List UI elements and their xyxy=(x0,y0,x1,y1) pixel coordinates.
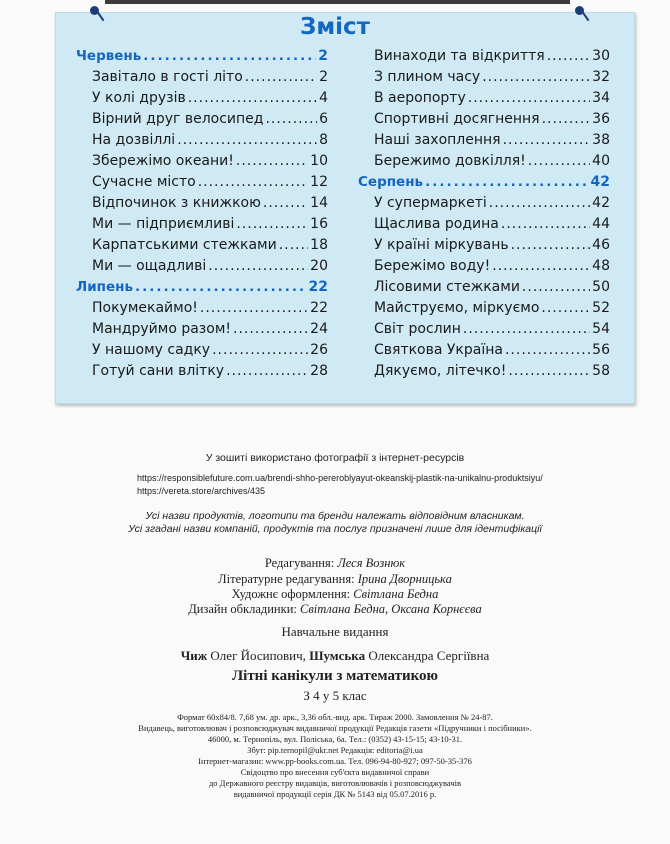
toc-entry-page: 40 xyxy=(592,153,610,169)
toc-entry-label: Бережимо довкілля! xyxy=(374,153,526,169)
disclaimer-line: Усі назви продуктів, логотипи та бренди належать відповідним власникам. xyxy=(145,510,525,522)
toc-entry-page: 26 xyxy=(310,342,328,358)
dot-leader xyxy=(505,342,590,358)
imprint-line: видавничої продукції серія ДК № 5143 від 05.07.2016 р. xyxy=(233,789,437,799)
credit-value: Леся Вознюк xyxy=(337,556,406,570)
toc-entry-label: Мандруймо разом! xyxy=(92,321,231,337)
toc-entry[interactable] xyxy=(76,300,328,321)
toc-entry-label: На дозвіллі xyxy=(92,132,176,148)
dot-leader xyxy=(542,111,591,127)
toc-entry-page: 10 xyxy=(310,153,328,169)
toc-entry-page: 54 xyxy=(592,321,610,337)
author-surname: Шумська xyxy=(309,648,366,663)
toc-entry-page: 48 xyxy=(592,258,610,274)
toc-entry-page: 58 xyxy=(592,363,610,379)
toc-entry[interactable] xyxy=(358,132,610,153)
credit-label: Художнє оформлення: xyxy=(231,587,351,601)
toc-entry-label: Покумекаймо! xyxy=(92,300,198,316)
dot-leader xyxy=(482,69,590,85)
contents-title: Зміст xyxy=(300,14,370,40)
dot-leader xyxy=(468,90,590,106)
grade: З 4 у 5 клас xyxy=(303,688,367,703)
toc-entry-label: З плином часу xyxy=(374,69,481,85)
author-surname: Чиж xyxy=(180,648,208,663)
toc-entry-page: 50 xyxy=(592,279,610,295)
toc-entry[interactable] xyxy=(76,342,328,363)
toc-entry-label: Завітало в гості літо xyxy=(92,69,243,85)
toc-entry-label: В аеропорту xyxy=(374,90,466,106)
toc-entry[interactable] xyxy=(76,69,328,90)
dot-leader xyxy=(425,174,588,190)
toc-entry[interactable] xyxy=(76,153,328,174)
dot-leader xyxy=(508,363,590,379)
dot-leader xyxy=(511,237,591,253)
book-title: Літні канікули з математикою xyxy=(231,668,439,684)
toc-entry-page: 56 xyxy=(592,342,610,358)
toc-entry-page: 12 xyxy=(310,174,328,190)
toc-entry-page: 30 xyxy=(592,48,610,64)
authors xyxy=(0,648,670,664)
dot-leader xyxy=(492,258,590,274)
toc-entry-page: 8 xyxy=(319,132,328,148)
toc-entry-page: 20 xyxy=(310,258,328,274)
imprint-line: Видавець, виготовлювач і розповсюджувач видавничої продукції Редакція газети «Підручники і посібники». xyxy=(138,723,532,733)
toc-entry[interactable] xyxy=(76,321,328,342)
top-edge-bar xyxy=(105,0,570,4)
imprint-line: до Державного реєстру видавців, виготовлювачів і розповсюджувачів xyxy=(208,778,461,788)
toc-entry[interactable] xyxy=(358,153,610,174)
toc-entry[interactable] xyxy=(358,48,610,69)
dot-leader xyxy=(547,48,590,64)
toc-entry-page: 42 xyxy=(590,174,610,190)
toc-entry[interactable] xyxy=(358,111,610,132)
toc-entry-label: Бережімо воду! xyxy=(374,258,491,274)
toc-entry-page: 6 xyxy=(319,111,328,127)
toc-entry-label: Збережімо океани! xyxy=(92,153,234,169)
dot-leader xyxy=(198,174,308,190)
toc-entry-page: 16 xyxy=(310,216,328,232)
toc-entry[interactable] xyxy=(76,90,328,111)
toc-entry-label: Вірний друг велосипед xyxy=(92,111,264,127)
toc-entry-label: У колі друзів xyxy=(92,90,186,106)
toc-entry-label: Готуй сани влітку xyxy=(92,363,225,379)
toc-entry[interactable] xyxy=(76,132,328,153)
toc-left-column xyxy=(76,48,328,384)
toc-entry-label: Наші захоплення xyxy=(374,132,501,148)
dot-leader xyxy=(143,48,316,64)
toc-entry[interactable] xyxy=(358,237,610,258)
toc-entry-label: Ми — підприємливі xyxy=(92,216,235,232)
dot-leader xyxy=(135,279,306,295)
toc-entry-page: 46 xyxy=(592,237,610,253)
credit-literary xyxy=(0,572,670,587)
dot-leader xyxy=(212,342,308,358)
credit-value: Світлана Бедна, Оксана Корнєєва xyxy=(299,602,482,616)
dot-leader xyxy=(489,195,590,211)
toc-right-column xyxy=(358,48,610,384)
toc-entry-label: Дякуємо, літечко! xyxy=(374,363,507,379)
toc-month-header[interactable] xyxy=(76,48,328,69)
toc-entry-page: 36 xyxy=(592,111,610,127)
toc-entry[interactable] xyxy=(358,90,610,111)
author-name: Олександра Сергіївна xyxy=(368,648,490,663)
toc-entry-page: 28 xyxy=(310,363,328,379)
toc-entry-label: Спортивні досягнення xyxy=(374,111,540,127)
credit-value: Ірина Дворницька xyxy=(357,572,452,586)
imprint-line: Формат 60х84/8. 7,68 ум. др. арк., 3,36 обл.-вид. арк. Тираж 2000. Замовлення № 24-87. xyxy=(177,712,493,722)
credit-editing xyxy=(0,556,670,571)
dot-leader xyxy=(463,321,590,337)
toc-entry[interactable] xyxy=(76,195,328,216)
dot-leader xyxy=(236,153,308,169)
imprint-line: Свідоцтво про внесення суб'єкта видавничої справи xyxy=(240,767,430,777)
toc-entry-page: 52 xyxy=(592,300,610,316)
toc-month-header[interactable] xyxy=(76,279,328,300)
toc-entry-page: 38 xyxy=(592,132,610,148)
toc-entry[interactable] xyxy=(358,363,610,384)
dot-leader xyxy=(200,300,308,316)
toc-entry-label: Світ рослин xyxy=(374,321,461,337)
toc-entry-page: 2 xyxy=(318,48,328,64)
toc-entry[interactable] xyxy=(358,279,610,300)
photo-note: У зошиті використано фотографії з інтернет-ресурсів xyxy=(205,452,465,464)
toc-entry[interactable] xyxy=(358,300,610,321)
toc-entry-page: 24 xyxy=(310,321,328,337)
toc-entry[interactable] xyxy=(358,69,610,90)
imprint-line: Збут: pip.ternopil@ukr.net Редакція: editoria@i.ua xyxy=(247,745,423,755)
toc-entry-label: Святкова Україна xyxy=(374,342,503,358)
toc-entry[interactable] xyxy=(76,363,328,384)
dot-leader xyxy=(177,132,317,148)
credit-art xyxy=(0,587,670,602)
toc-entry-page: 34 xyxy=(592,90,610,106)
toc-entry-page: 14 xyxy=(310,195,328,211)
toc-entry[interactable] xyxy=(76,237,328,258)
toc-entry[interactable] xyxy=(76,258,328,279)
toc-entry[interactable] xyxy=(358,258,610,279)
toc-entry-page: 18 xyxy=(310,237,328,253)
toc-entry-page: 32 xyxy=(592,69,610,85)
dot-leader xyxy=(236,216,308,232)
toc-entry-label: У супермаркеті xyxy=(374,195,487,211)
toc-entry-page: 44 xyxy=(592,216,610,232)
edition-type: Навчальне видання xyxy=(281,624,389,639)
credit-cover xyxy=(0,602,670,617)
source-url[interactable]: https://responsiblefuture.com.ua/brendi-shho-pereroblyayut-okeanskij-plastik-na-unikalnu-produktsiyu/ xyxy=(137,473,543,483)
dot-leader xyxy=(226,363,308,379)
toc-entry-label: Липень xyxy=(76,279,134,295)
toc-entry[interactable] xyxy=(358,216,610,237)
toc-entry-label: Карпатськими стежками xyxy=(92,237,277,253)
toc-entry-page: 22 xyxy=(310,300,328,316)
dot-leader xyxy=(233,321,308,337)
dot-leader xyxy=(501,216,590,232)
toc-entry-label: Ми — ощадливі xyxy=(92,258,207,274)
toc-entry[interactable] xyxy=(358,321,610,342)
dot-leader xyxy=(265,111,317,127)
toc-entry-page: 42 xyxy=(592,195,610,211)
toc-entry[interactable] xyxy=(358,195,610,216)
toc-entry-page: 4 xyxy=(319,90,328,106)
dot-leader xyxy=(541,300,590,316)
dot-leader xyxy=(208,258,308,274)
dot-leader xyxy=(522,279,590,295)
credit-label: Літературне редагування: xyxy=(218,572,355,586)
disclaimer-line: Усі згадані назви компаній, продуктів та послуг призначені лише для ідентифікації xyxy=(128,523,542,535)
toc-entry-label: У нашому садку xyxy=(92,342,211,358)
dot-leader xyxy=(528,153,590,169)
imprint-line: 46000, м. Тернопіль, вул. Поліська, 6а. Тел.: (0352) 43-15-15; 43-10-31. xyxy=(207,734,463,744)
author-name: Олег Йосипович, xyxy=(210,648,306,663)
toc-entry-label: Серпень xyxy=(358,174,424,190)
toc-entry-label: Відпочинок з книжкою xyxy=(92,195,261,211)
toc-entry-label: Червень xyxy=(76,48,142,64)
toc-entry-label: Майструємо, міркуємо xyxy=(374,300,540,316)
credit-value: Світлана Бедна xyxy=(353,587,439,601)
toc-entry-page: 2 xyxy=(319,69,328,85)
toc-entry[interactable] xyxy=(76,216,328,237)
dot-leader xyxy=(279,237,308,253)
imprint-line: Інтернет-магазин: www.pp-books.com.ua. Тел. 096-94-80-927; 097-50-35-376 xyxy=(198,756,472,766)
toc-entry-label: Щаслива родина xyxy=(374,216,499,232)
dot-leader xyxy=(188,90,317,106)
credit-label: Редагування: xyxy=(264,556,335,570)
toc-entry-label: Сучасне місто xyxy=(92,174,196,190)
toc-entry-label: Винаходи та відкриття xyxy=(374,48,545,64)
toc-month-header[interactable] xyxy=(358,174,610,195)
source-url[interactable]: https://vereta.store/archives/435 xyxy=(137,486,266,496)
dot-leader xyxy=(263,195,308,211)
toc-entry[interactable] xyxy=(76,174,328,195)
toc-entry-label: У країні міркувань xyxy=(374,237,509,253)
dot-leader xyxy=(245,69,317,85)
toc-entry-page: 22 xyxy=(308,279,328,295)
credit-label: Дизайн обкладинки: xyxy=(188,602,297,616)
toc-entry[interactable] xyxy=(76,111,328,132)
dot-leader xyxy=(503,132,591,148)
toc-entry-label: Лісовими стежками xyxy=(374,279,520,295)
toc-entry[interactable] xyxy=(358,342,610,363)
